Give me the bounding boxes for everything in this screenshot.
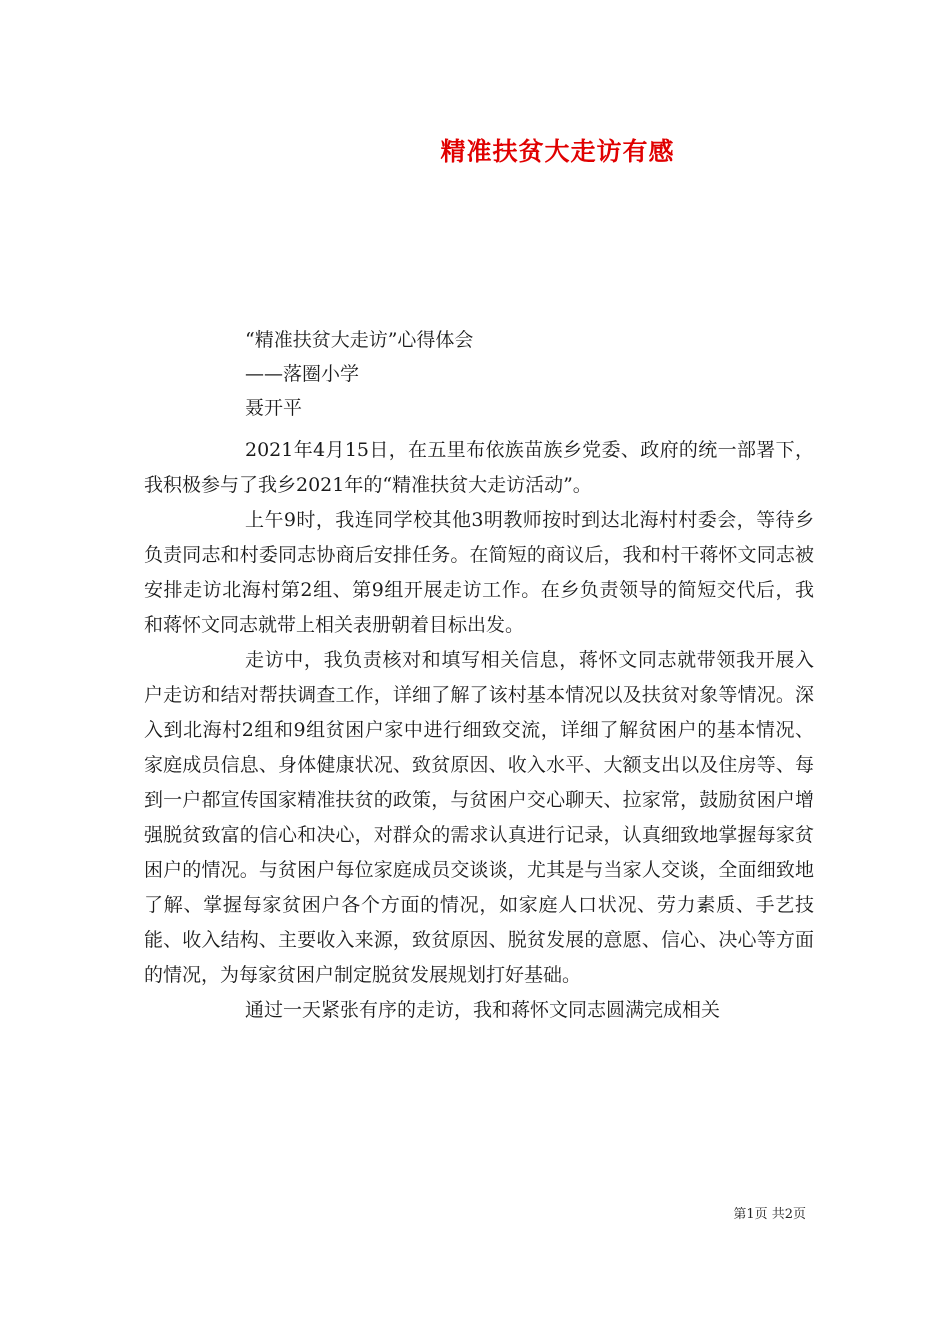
organization-line: ——落圈小学 — [245, 363, 360, 385]
page-number-indicator: 第1页 共2页 — [733, 1207, 806, 1222]
paragraph: 走访中，我负责核对和填写相关信息，蒋怀文同志就带领我开展入户走访和结对帮扶调查工作，详细了解了该村基本情况以及扶贫对象等情况。深入到北海村2组和9组贫困户家中进行细致交流，详细了解贫困户的基本情况、家庭成员信息、身体健康状况、致贫原因、收入水平、大额支出以及住房等、每到一户都宣传国家精准扶贫的政策，与贫困户交心聊天、拉家常，鼓励贫困户增强脱贫致富的信心和决心，对群众的需求认真进行记录，认真细致地掌握每家贫困户的情况。与贫困户每位家庭成员交谈谈，尤其是与当家人交谈，全面细致地了解、掌握每家贫困户各个方面的情况，如家庭人口状况、劳力素质、手艺技能、收入结构、主要收入来源，致贫原因、脱贫发展的意愿、信心、决心等方面的情况，为每家贫困户制定脱贫发展规划打好基础。 — [144, 649, 814, 986]
author-line: 聂开平 — [245, 397, 303, 419]
paragraph: 通过一天紧张有序的走访，我和蒋怀文同志圆满完成相关 — [245, 999, 721, 1021]
paragraph: 上午9时，我连同学校其他3明教师按时到达北海村村委会，等待乡负责同志和村委同志协商后安排任务。在简短的商议后，我和村干蒋怀文同志被安排走访北海村第2组、第9组开展走访工作。在乡负责领导的简短交代后，我和蒋怀文同志就带上相关表册朝着目标出发。 — [144, 509, 814, 636]
document-title: 精准扶贫大走访有感 — [440, 137, 675, 166]
document-header — [245, 323, 473, 425]
document-body — [144, 433, 814, 1028]
document-subtitle: “精准扶贫大走访”心得体会 — [245, 329, 474, 351]
paragraph: 2021年4月15日，在五里布依族苗族乡党委、政府的统一部署下，我积极参与了我乡2021年的“精准扶贫大走访活动”。 — [144, 439, 814, 496]
